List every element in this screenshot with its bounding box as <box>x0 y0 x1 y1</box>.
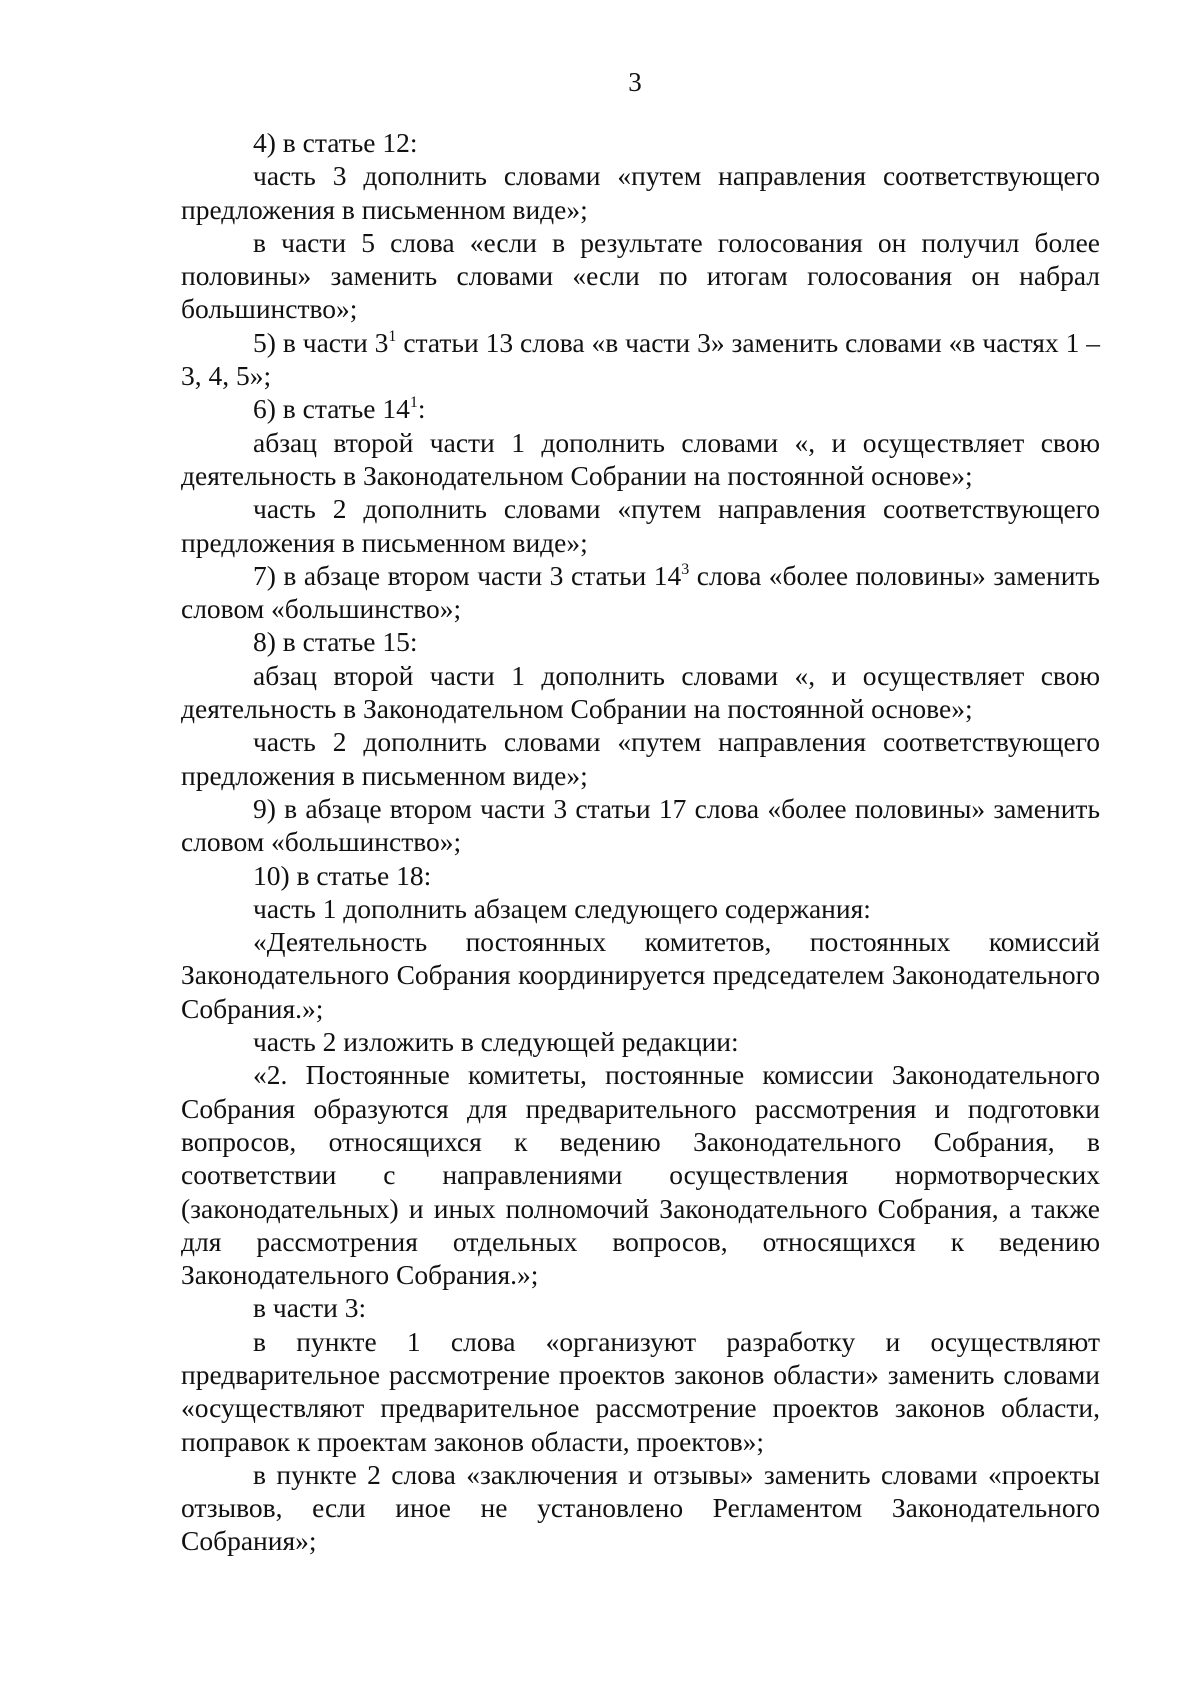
paragraph-text: : <box>417 393 426 425</box>
paragraph: абзац второй части 1 дополнить словами «, и осуществляет свою деятельность в Законодательном Собрании на постоянной основе»; <box>181 426 1100 491</box>
paragraph: 4) в статье 12: <box>253 127 418 158</box>
paragraph: «Деятельность постоянных комитетов, постоянных комиссий Законодательного Собрания координируется председателем Законодательного Собрания.»; <box>181 926 1100 1024</box>
paragraph: часть 3 дополнить словами «путем направления соответствующего предложения в письменном виде»; <box>181 160 1100 225</box>
paragraph-text: слова «более половины» заменить словом «большинство»; <box>181 559 1100 625</box>
paragraph: часть 2 дополнить словами «путем направления соответствующего предложения в письменном виде»; <box>181 493 1100 558</box>
paragraph: в пункте 2 слова «заключения и отзывы» заменить словами «проекты отзывов, если иное не установлено Регламентом Законодательного Собрания»; <box>181 1458 1100 1557</box>
superscript: 3 <box>681 560 690 578</box>
superscript: 1 <box>409 394 418 412</box>
paragraph-text: статьи 13 слова «в части 3» заменить словами «в частях 1 – 3, 4, 5»; <box>181 326 1100 392</box>
paragraph <box>181 326 1100 393</box>
paragraph: часть 2 дополнить словами «путем направления соответствующего предложения в письменном виде»; <box>181 726 1100 791</box>
paragraph: «2. Постоянные комитеты, постоянные комиссии Законодательного Собрания образуются для предварительного рассмотрения и подготовки вопросов, относящихся к ведению Законодательного Собрания, в соответствии с направлениями осуществления нормотворческих (законодательных) и иных полномочий Законодательного Собрания, а также для рассмотрения отдельных вопросов, относящихся к ведению Законодательного Собрания.»; <box>181 1059 1100 1291</box>
paragraph-text: 7) в абзаце втором части 3 статьи 14 <box>253 559 682 591</box>
paragraph: в части 5 слова «если в результате голосования он получил более половины» заменить словами «если по итогам голосования он набрал большинство»; <box>181 226 1100 325</box>
page-number: 3 <box>628 67 642 97</box>
paragraph-text: 6) в статье 14 <box>253 393 410 425</box>
document-body <box>181 126 1100 1558</box>
paragraph: часть 2 изложить в следующей редакции: <box>253 1026 739 1058</box>
paragraph: 8) в статье 15: <box>253 626 418 658</box>
paragraph <box>181 392 1100 425</box>
superscript: 1 <box>388 327 397 345</box>
paragraph: абзац второй части 1 дополнить словами «, и осуществляет свою деятельность в Законодательном Собрании на постоянной основе»; <box>181 659 1100 725</box>
paragraph <box>181 559 1100 626</box>
paragraph: в части 3: <box>253 1292 367 1324</box>
paragraph: часть 1 дополнить абзацем следующего содержания: <box>253 892 871 924</box>
paragraph: 9) в абзаце втором части 3 статьи 17 слова «более половины» заменить словом «большинство»; <box>181 792 1100 858</box>
paragraph-text: 5) в части 3 <box>253 326 389 358</box>
paragraph: 10) в статье 18: <box>253 859 432 891</box>
paragraph: в пункте 1 слова «организуют разработку и осуществляют предварительное рассмотрение проектов законов области» заменить словами «осуществляют предварительное рассмотрение проектов законов области, поправок к проектам законов области, проектов»; <box>181 1325 1100 1457</box>
